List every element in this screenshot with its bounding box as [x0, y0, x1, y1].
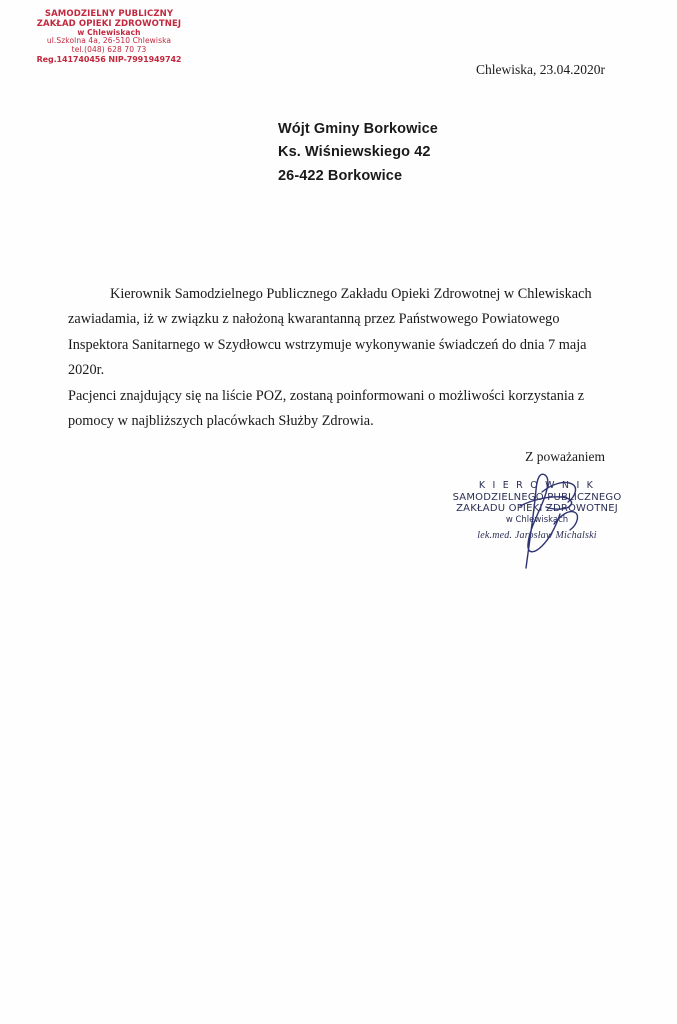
signature-title: K I E R O W N I K	[478, 480, 596, 491]
letterhead-regon-nip: Reg.141740456 NIP-7991949742	[36, 55, 182, 65]
signature-stamp	[452, 481, 622, 541]
signature-locality: w Chlewiskach	[505, 514, 569, 525]
addressee-block	[278, 118, 438, 188]
signature-org-line-1: SAMODZIELNEGO PUBLICZNEGO	[452, 491, 622, 503]
closing-phrase: Z poważaniem	[525, 449, 605, 464]
date-line: Chlewiska, 23.04.2020r	[476, 62, 605, 77]
letterhead-phone: tel.(048) 628 70 73	[71, 44, 147, 54]
letterhead-address: ul.Szkolna 4a, 26-510 Chlewiska	[46, 36, 172, 46]
letterhead-line-3: w Chlewiskach	[77, 28, 141, 38]
signature-name: lek.med. Jarosław Michalski	[477, 529, 597, 541]
addressee-line-2: Ks. Wiśniewskiego 42	[278, 144, 431, 161]
body-paragraph-1: Kierownik Samodzielnego Publicznego Zakładu Opieki Zdrowotnej w Chlewiskach zawiadamia, iż w związku z nałożoną kwarantanną przez Państwowego Powiatowego Inspektora Sanitarnego w Szydłowcu wstrzymuje wykonywanie świadczeń do dnia 7 maja 2020r.	[68, 286, 592, 379]
body-paragraph-2: Pacjenci znajdujący się na liście POZ, zostaną poinformowani o możliwości korzystania z pomocy w najbliższych placówkach Służby Zdrowia.	[68, 387, 585, 430]
letterhead-stamp	[14, 10, 204, 65]
signature-org-line-2: ZAKŁADU OPIEKI ZDROWOTNEJ	[456, 503, 618, 515]
letterhead-line-1: SAMODZIELNY PUBLICZNY	[44, 9, 174, 19]
letterhead-line-2: ZAKŁAD OPIEKI ZDROWOTNEJ	[36, 18, 182, 29]
addressee-line-1: Wójt Gminy Borkowice	[278, 121, 438, 137]
body-text	[68, 282, 598, 435]
addressee-line-3: 26-422 Borkowice	[278, 167, 403, 184]
